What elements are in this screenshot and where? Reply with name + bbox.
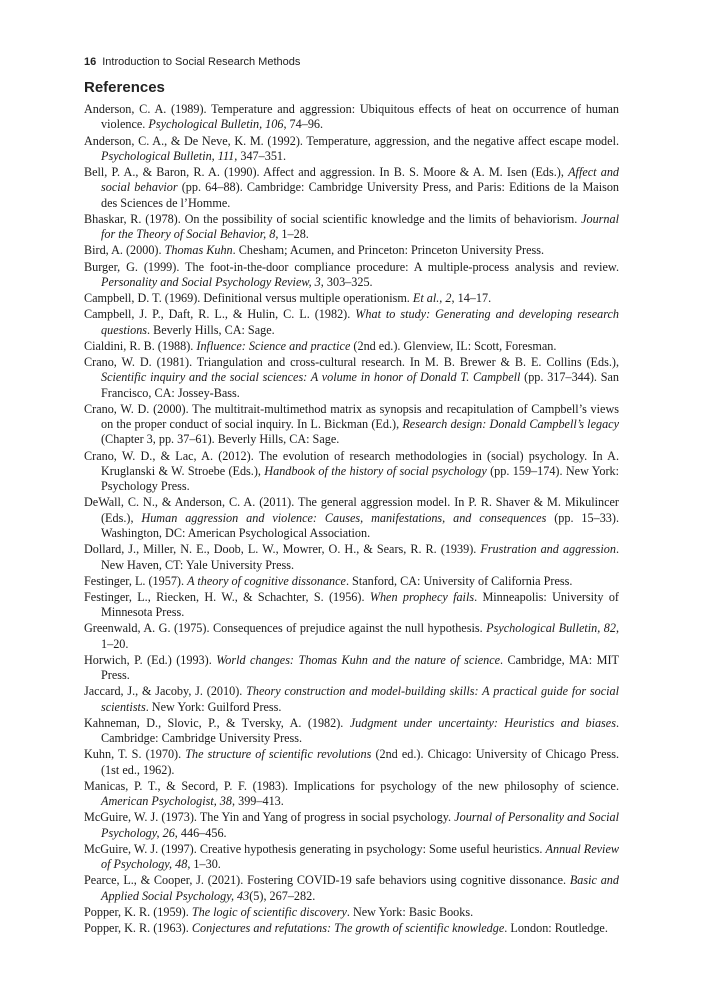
- reference-entry: [84, 621, 619, 652]
- reference-source-title: Annual Review of Psychology, 48: [101, 841, 619, 872]
- reference-text: Kuhn, T. S. (1970).: [84, 747, 186, 762]
- reference-entry: [84, 779, 619, 810]
- reference-entry: [84, 134, 619, 165]
- reference-entry: [84, 291, 619, 306]
- reference-text: . Beverly Hills, CA: Sage.: [147, 322, 275, 337]
- reference-text: Anderson, C. A. (1989). Temperature and aggression: Ubiquitous effects of heat on occurrence of human violence.: [84, 102, 619, 132]
- reference-text: Festinger, L. (1957).: [84, 573, 188, 588]
- reference-text: DeWall, C. N., & Anderson, C. A. (2011). The general aggression model. In P. R. Shaver & M. Mikulincer (Eds.),: [84, 495, 619, 525]
- reference-text: Crano, W. D. (2000). The multitrait-multimethod matrix as synopsis and recapitulation of Campbell’s views on the proper conduct of social inquiry. In L. Bickman (Ed.),: [84, 401, 619, 431]
- reference-source-title: What to study: Generating and developing research questions: [101, 307, 619, 337]
- reference-entry: [84, 449, 619, 495]
- reference-entry: [84, 842, 619, 873]
- reference-text: , 347–351.: [234, 148, 287, 163]
- reference-entry: [84, 921, 619, 936]
- reference-source-title: A theory of cognitive dissonance: [187, 573, 346, 588]
- reference-source-title: Handbook of the history of social psychology: [264, 463, 487, 478]
- reference-text: (2nd ed.). Chicago: University of Chicago Press. (1st ed., 1962).: [101, 747, 620, 777]
- reference-text: Horwich, P. (Ed.) (1993).: [84, 652, 217, 667]
- running-title: Introduction to Social Research Methods: [102, 56, 301, 68]
- reference-text: . Minneapolis: University of Minnesota Press.: [101, 589, 619, 620]
- reference-text: Bhaskar, R. (1978). On the possibility of social scientific knowledge and the limits of behaviorism.: [84, 211, 582, 226]
- reference-source-title: Scientific inquiry and the social sciences: A volume in honor of Donald T. Campbell: [101, 370, 521, 385]
- reference-text: Cialdini, R. B. (1988).: [84, 338, 197, 353]
- reference-source-title: Psychological Bulletin, 111: [101, 148, 235, 163]
- reference-entry: [84, 873, 619, 904]
- reference-text: Dollard, J., Miller, N. E., Doob, L. W., Mowrer, O. H., & Sears, R. R. (1939).: [84, 542, 481, 557]
- reference-entry: [84, 165, 619, 211]
- reference-text: , 303–325.: [320, 274, 373, 289]
- reference-entry: [84, 495, 619, 541]
- reference-text: Campbell, D. T. (1969). Definitional versus multiple operationism.: [84, 291, 413, 305]
- reference-text: . New York: Guilford Press.: [145, 699, 282, 714]
- reference-text: . New York: Basic Books.: [346, 904, 474, 919]
- reference-text: . Cambridge: Cambridge University Press.: [101, 715, 619, 746]
- reference-source-title: Influence: Science and practice: [196, 338, 351, 353]
- reference-text: Anderson, C. A., & De Neve, K. M. (1992). Temperature, aggression, and the negative affect escape model.: [84, 133, 619, 148]
- reference-text: , 446–456.: [174, 825, 227, 840]
- reference-entry: [84, 684, 619, 715]
- reference-entry: [84, 574, 619, 589]
- reference-source-title: Basic and Applied Social Psychology, 43: [101, 873, 619, 903]
- reference-text: (pp. 64–88). Cambridge: Cambridge University Press, and Paris: Editions de la Maison des Sciences de l’Homme.: [101, 180, 620, 210]
- reference-text: (5), 267–282.: [249, 888, 316, 903]
- reference-source-title: Human aggression and violence: Causes, manifestations, and consequences: [141, 510, 547, 525]
- reference-source-title: The logic of scientific discovery: [191, 904, 347, 919]
- reference-entry: [84, 716, 619, 747]
- reference-source-title: Theory construction and model-building skills: A practical guide for social scientists: [101, 684, 619, 714]
- running-header: [84, 55, 300, 69]
- reference-entry: [84, 102, 619, 133]
- reference-entry: [84, 260, 619, 291]
- reference-text: Jaccard, J., & Jacoby, J. (2010).: [84, 684, 247, 699]
- reference-text: (2nd ed.). Glenview, IL: Scott, Foresman.: [350, 338, 557, 353]
- reference-text: . Cambridge, MA: MIT Press.: [101, 652, 619, 683]
- reference-text: Crano, W. D. (1981). Triangulation and cross-cultural research. In M. B. Brewer & B. E. Collins (Eds.),: [84, 354, 619, 369]
- reference-text: Pearce, L., & Cooper, J. (2021). Fostering COVID-19 safe behaviors using cognitive dissonance.: [84, 873, 570, 888]
- reference-source-title: Conjectures and refutations: The growth of scientific knowledge: [191, 921, 505, 935]
- reference-source-title: Psychological Bulletin, 106: [148, 117, 284, 132]
- reference-entry: [84, 653, 619, 684]
- reference-text: , 1–30.: [187, 857, 221, 872]
- reference-text: , 1–20.: [101, 621, 619, 651]
- reference-text: Manicas, P. T., & Secord, P. F. (1983). Implications for psychology of the new philosophy of science.: [84, 778, 619, 793]
- reference-entry: [84, 212, 619, 243]
- reference-text: . Chesham; Acumen, and Princeton: Princeton University Press.: [232, 243, 545, 258]
- reference-text: Burger, G. (1999). The foot-in-the-door compliance procedure: A multiple-process analysis and review.: [84, 259, 619, 274]
- reference-source-title: Personality and Social Psychology Review, 3: [101, 274, 321, 289]
- reference-text: . Stanford, CA: University of California Press.: [345, 573, 573, 588]
- reference-source-title: The structure of scientific revolutions: [185, 747, 372, 762]
- reference-entry: [84, 402, 619, 448]
- reference-source-title: Journal for the Theory of Social Behavior, 8: [101, 211, 619, 242]
- reference-source-title: World changes: Thomas Kuhn and the nature of science: [216, 652, 501, 667]
- reference-entry: [84, 747, 619, 778]
- reference-entry: [84, 542, 619, 573]
- page-number: 16: [84, 56, 97, 68]
- reference-text: (pp. 15–33). Washington, DC: American Psychological Association.: [101, 510, 619, 541]
- reference-source-title: Thomas Kuhn: [164, 243, 233, 258]
- reference-text: . New Haven, CT: Yale University Press.: [101, 542, 619, 572]
- reference-entry: [84, 339, 619, 354]
- reference-text: . London: Routledge.: [504, 921, 608, 935]
- reference-entry: [84, 355, 619, 401]
- reference-source-title: Affect and social behavior: [101, 165, 620, 195]
- reference-text: Popper, K. R. (1963).: [84, 921, 192, 935]
- reference-text: Festinger, L., Riecken, H. W., & Schachter, S. (1956).: [84, 589, 370, 604]
- reference-source-title: Psychological Bulletin, 82: [486, 621, 616, 636]
- reference-text: (Chapter 3, pp. 37–61). Beverly Hills, CA: Sage.: [101, 432, 340, 447]
- reference-text: , 14–17.: [451, 291, 492, 305]
- reference-text: (pp. 317–344). San Francisco, CA: Jossey-Bass.: [101, 370, 619, 400]
- reference-text: , 1–28.: [275, 227, 309, 242]
- reference-text: Campbell, J. P., Daft, R. L., & Hulin, C. L. (1982).: [84, 307, 356, 322]
- reference-entry: [84, 243, 619, 258]
- reference-entry: [84, 810, 619, 841]
- reference-text: Crano, W. D., & Lac, A. (2012). The evolution of research methodologies in (social) psychology. In A. Kruglanski & W. Stroebe (Eds.),: [84, 448, 619, 478]
- reference-source-title: Journal of Personality and Social Psychology, 26: [101, 810, 620, 840]
- reference-text: Popper, K. R. (1959).: [84, 904, 192, 919]
- reference-text: Bird, A. (2000).: [84, 243, 165, 258]
- reference-source-title: Frustration and aggression: [480, 542, 616, 557]
- reference-entry: [84, 307, 619, 338]
- reference-text: (pp. 159–174). New York: Psychology Press.: [101, 463, 619, 494]
- reference-entry: [84, 905, 619, 920]
- reference-text: Bell, P. A., & Baron, R. A. (1990). Affect and aggression. In B. S. Moore & A. M. Isen (Eds.),: [84, 165, 569, 179]
- reference-text: McGuire, W. J. (1973). The Yin and Yang of progress in social psychology.: [84, 810, 455, 825]
- reference-source-title: Et al., 2: [412, 291, 452, 305]
- section-title: References: [84, 79, 165, 96]
- reference-text: Greenwald, A. G. (1975). Consequences of prejudice against the null hypothesis.: [84, 621, 487, 636]
- reference-source-title: When prophecy fails: [369, 589, 475, 604]
- reference-source-title: Judgment under uncertainty: Heuristics and biases: [349, 715, 616, 730]
- reference-text: Kahneman, D., Slovic, P., & Tversky, A. (1982).: [84, 715, 350, 730]
- reference-source-title: Research design: Donald Campbell’s legacy: [402, 417, 619, 431]
- reference-list: [84, 102, 619, 936]
- reference-entry: [84, 590, 619, 621]
- reference-source-title: American Psychologist, 38: [101, 794, 232, 809]
- reference-text: , 399–413.: [232, 794, 284, 809]
- reference-text: , 74–96.: [283, 117, 324, 132]
- reference-text: McGuire, W. J. (1997). Creative hypothesis generating in psychology: Some useful heuristics.: [84, 841, 546, 856]
